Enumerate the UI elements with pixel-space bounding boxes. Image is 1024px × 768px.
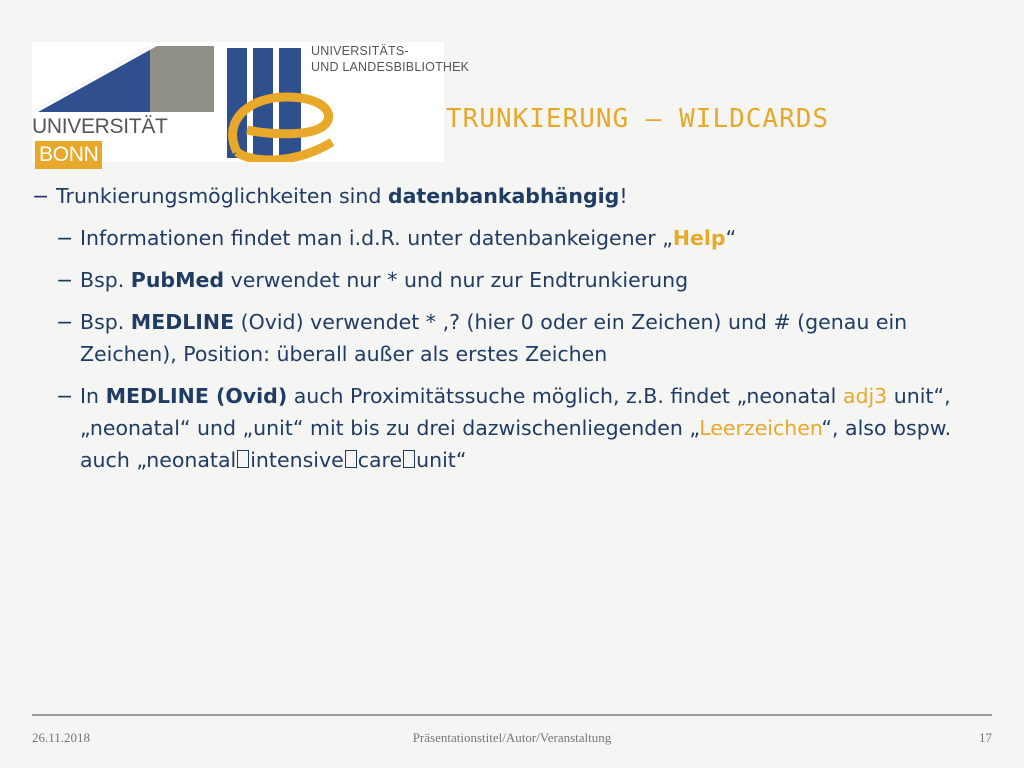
text-run: Informationen findet man i.d.R. unter datenbankeigener „ [80, 226, 673, 250]
placeholder-box-icon [403, 450, 415, 468]
text-run: ! [619, 184, 628, 208]
bold-run: PubMed [130, 268, 225, 292]
bullet-5 [32, 380, 992, 476]
logo-banner [32, 42, 470, 166]
bullet-text [80, 222, 992, 254]
bold-run: MEDLINE [130, 310, 235, 334]
text-run: Trunkierungsmöglichkeiten sind [56, 184, 388, 208]
bullet-dash: − [56, 226, 74, 250]
slide-content [32, 180, 992, 486]
text-run: intensive [250, 448, 344, 472]
university-name [32, 113, 214, 166]
bullet-text [80, 380, 992, 476]
text-run: (Ovid) verwendet * ,? (hier 0 oder ein Zeichen) und # (genau ein Zeichen), Position: überall außer als erstes Zeichen [80, 310, 908, 366]
ulb-name-line1: UNIVERSITÄTS- [311, 44, 409, 58]
bullet-dash: − [56, 310, 74, 334]
text-run: Bsp. [80, 310, 131, 334]
bullet-1 [32, 180, 992, 212]
highlight-run: Leerzeichen [699, 416, 822, 440]
text-run: care [357, 448, 403, 472]
bullet-4 [32, 306, 992, 370]
footer-title: Präsentationstitel/Autor/Veranstaltung [412, 730, 612, 745]
text-run: “ [725, 226, 737, 250]
text-run: In [80, 384, 106, 408]
ulb-name-line2: UND LANDESBIBLIOTHEK [311, 60, 470, 74]
footer-page-number: 17 [979, 730, 992, 745]
text-run: verwendet nur * und nur zur Endtrunkierung [224, 268, 689, 292]
bold-run: datenbankabhängig [387, 184, 620, 208]
text-run: unit [416, 448, 456, 472]
footer-date: 26.11.2018 [32, 730, 91, 745]
bullet-text [56, 180, 992, 212]
footer-divider [32, 714, 992, 716]
bullet-dash: − [56, 268, 74, 292]
placeholder-box-icon [237, 450, 249, 468]
text-run: Bsp. [80, 268, 131, 292]
bold-run: MEDLINE (Ovid) [105, 384, 288, 408]
highlight-run: adj3 [842, 384, 888, 408]
bullet-2 [32, 222, 992, 254]
logo-bonn-label: BONN [35, 141, 102, 169]
bullet-text [80, 264, 992, 296]
bullet-3 [32, 264, 992, 296]
text-run: unit“, „neonatal“ und „unit“ mit bis zu drei dazwischenliegenden „ [80, 384, 951, 440]
text-run: “, also bspw. auch „neonatal [80, 416, 952, 472]
text-run: auch Proximitätssuche möglich, z.B. findet „neonatal [287, 384, 843, 408]
highlight-run: Help [672, 226, 726, 250]
slide-title: TRUNKIERUNG – WILDCARDS [446, 104, 830, 134]
bullet-text [80, 306, 992, 370]
text-run: “ [455, 448, 467, 472]
placeholder-box-icon [345, 450, 357, 468]
bullet-dash: − [56, 384, 74, 408]
logo-uni-label: UNIVERSITÄT [32, 115, 168, 138]
bullet-dash: − [32, 184, 50, 208]
